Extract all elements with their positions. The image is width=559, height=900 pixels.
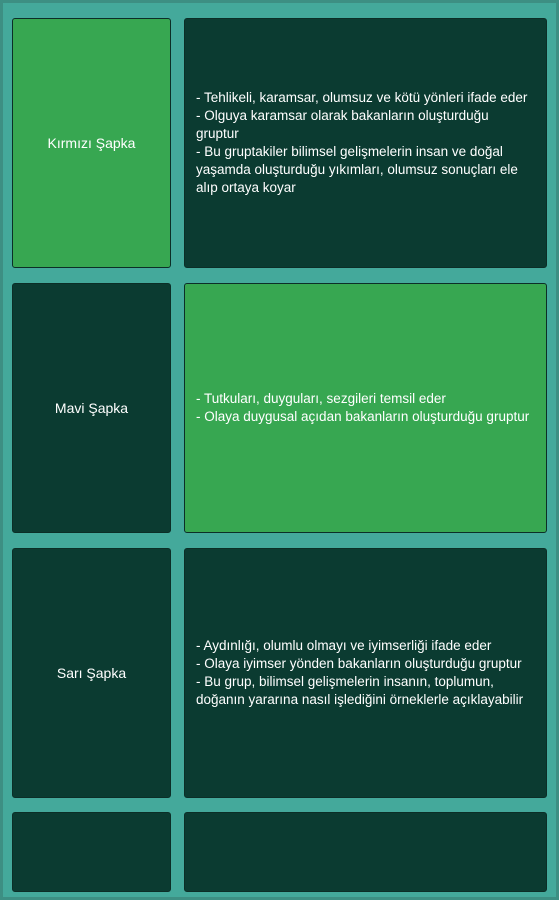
- hat-card-blue[interactable]: [12, 283, 171, 533]
- hat-card-partial[interactable]: [12, 812, 171, 892]
- description-line: - Olaya iyimser yönden bakanların oluşturduğu gruptur: [196, 656, 522, 671]
- description-line: - Aydınlığı, olumlu olmayı ve iyimserliği ifade eder: [196, 638, 492, 653]
- hat-description-partial: [184, 812, 547, 892]
- hat-title: Mavi Şapka: [54, 400, 129, 416]
- description-line: - Tutkuları, duyguları, sezgileri temsil eder: [196, 391, 446, 406]
- hat-title: Sarı Şapka: [56, 665, 127, 681]
- description-line: - Tehlikeli, karamsar, olumsuz ve kötü yönleri ifade eder: [196, 90, 528, 105]
- description-line: - Olaya duygusal açıdan bakanların oluşturduğu gruptur: [196, 409, 530, 424]
- description-line: - Bu gruptakiler bilimsel gelişmelerin insan ve doğal yaşamda oluşturduğu yıkımları, olumsuz sonuçları ele alıp ortaya koyar: [196, 144, 518, 195]
- hat-description-red: [184, 18, 547, 268]
- hat-card-yellow[interactable]: [12, 548, 171, 798]
- description-line: - Bu grup, bilimsel gelişmelerin insanın, toplumun, doğanın yararına nasıl işlediğini örneklerle açıklayabilir: [196, 674, 524, 707]
- hat-description-yellow: [184, 548, 547, 798]
- hat-card-red[interactable]: [12, 18, 171, 268]
- hat-title: Kırmızı Şapka: [47, 135, 136, 151]
- hat-description-blue: [184, 283, 547, 533]
- description-line: - Olguya karamsar olarak bakanların oluşturduğu gruptur: [196, 108, 489, 141]
